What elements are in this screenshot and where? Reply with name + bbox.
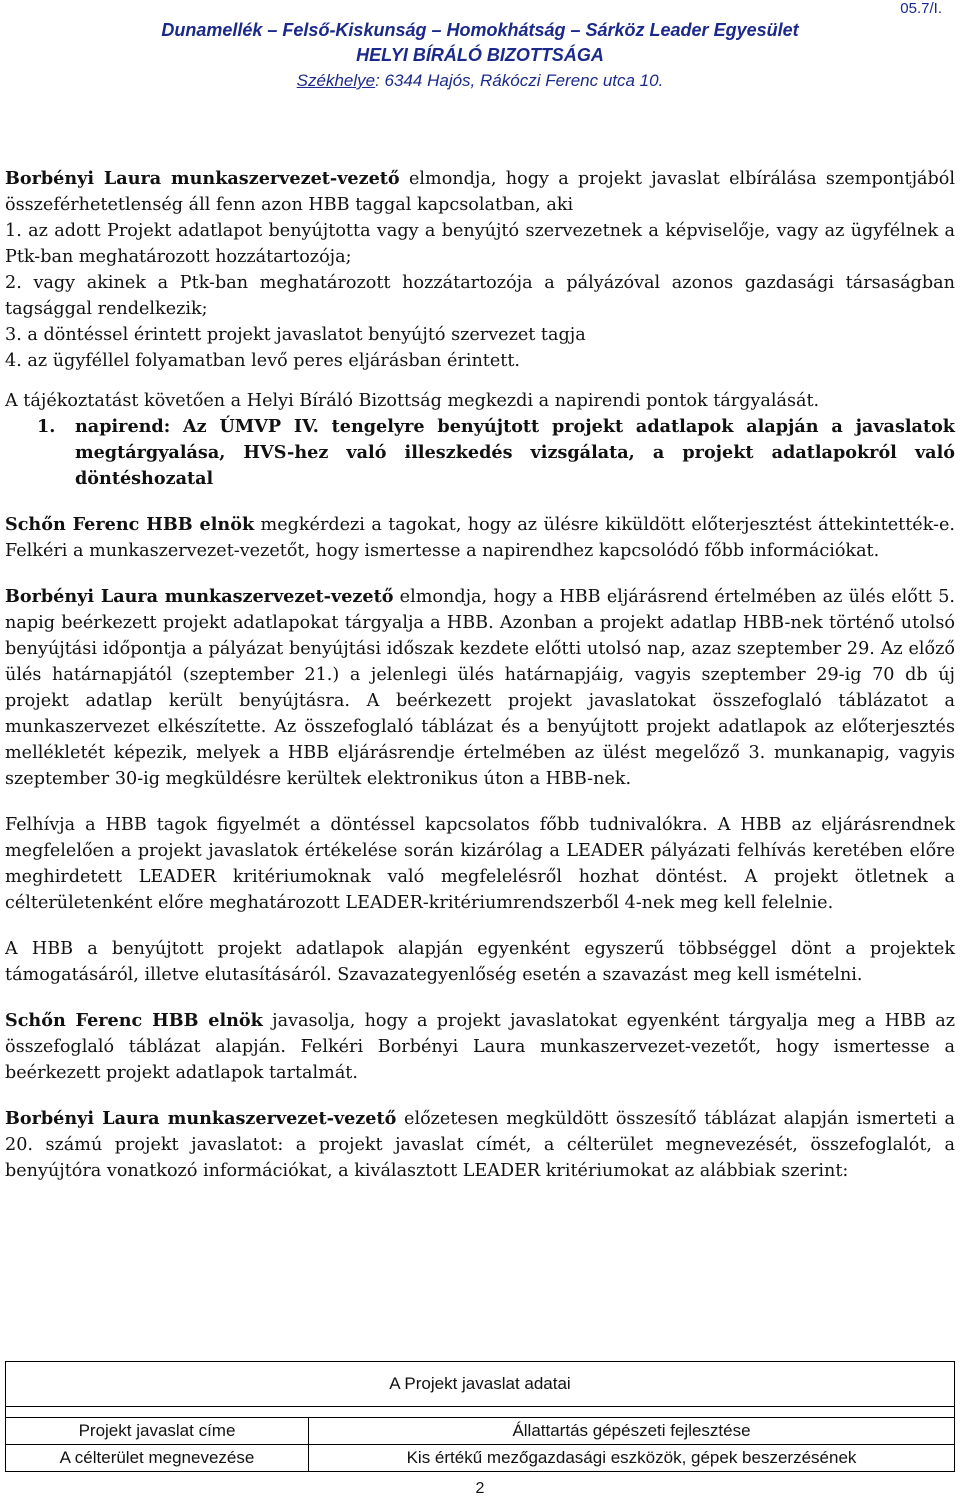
conflict-item-3: 3. a döntéssel érintett projekt javaslatot benyújtó szervezet tagja (5, 325, 586, 345)
conflict-item-4: 4. az ügyféllel folyamatban levő peres eljárásban érintett. (5, 351, 521, 371)
table-row (6, 1418, 955, 1445)
page-number: 2 (475, 1480, 485, 1497)
agenda-item-1 (5, 414, 955, 492)
speaker-name: Schőn Ferenc HBB elnök (5, 514, 255, 535)
seat-label: Székhelye (296, 71, 376, 90)
table-cell-value: Állattartás gépészeti fejlesztése (309, 1418, 955, 1445)
speaker-name: Borbényi Laura munkaszervezet-vezető (5, 586, 394, 607)
organization-name: Dunamellék – Felső-Kiskunság – Homokhátság – Sárköz Leader Egyesület (161, 20, 799, 40)
seat-line (0, 68, 960, 93)
document-number: 05.7/I. (900, 0, 942, 17)
paragraph-text: elmondja, hogy a projekt javaslat elbírálása szempontjából összeférhetetlenség áll fenn azon HBB taggal kapcsolatban, aki (5, 169, 955, 215)
after-info-paragraph: A tájékoztatást követően a Helyi Bíráló Bizottság megkezdi a napirendi pontok tárgyalását. (5, 391, 820, 411)
document-body (5, 166, 955, 1184)
speaker-name: Borbényi Laura munkaszervezet-vezető (5, 1108, 397, 1129)
table-row (6, 1445, 955, 1472)
project-data-table (5, 1361, 955, 1472)
paragraph-chair-2 (5, 1008, 955, 1086)
speaker-name: Schőn Ferenc HBB elnök (5, 1010, 263, 1031)
paragraph-text: előzetesen megküldött összesítő táblázat alapján ismerteti a 20. számú projekt javaslatot: a projekt javaslat címét, a célterület megnevezését, összefoglalót, a benyújtóra vonatkozó információkat, a kiválasztott LEADER kritériumokat az alábbiak szerint: (5, 1109, 955, 1181)
paragraph-manager-2 (5, 1106, 955, 1184)
paragraph-rules: Felhívja a HBB tagok figyelmét a döntéssel kapcsolatos főbb tudnivalókra. A HBB az eljárásrendnek megfelelően a projekt javaslatok értékelése során kizárólag a LEADER pályázati felhívás keretében előre meghirdetett LEADER kritériumoknak való megfelelésről hozhat döntést. A projekt ötletnek a célterületenként előre meghatározott LEADER-kritériumrendszerből 4-nek meg kell felelnie. (5, 815, 955, 913)
paragraph-chair-1 (5, 512, 955, 564)
paragraph-manager-1 (5, 584, 955, 792)
paragraph-text: javasolja, hogy a projekt javaslatokat egyenként tárgyalja meg a HBB az összefoglaló táblázat alapján. Felkéri Borbényi Laura munkaszervezet-vezetőt, hogy ismertesse a beérkezett projekt adatlapok tartalmát. (5, 1011, 955, 1083)
seat-address: : 6344 Hajós, Rákóczi Ferenc utca 10. (375, 71, 664, 90)
table-cell-label: A célterület megnevezése (6, 1445, 309, 1472)
agenda-number: 1. (37, 416, 56, 437)
conflict-item-1: 1. az adott Projekt adatlapot benyújtotta vagy a benyújtó szervezetnek a képviselője, vagy az ügyfélnek a Ptk-ban meghatározott hozzátartozója; (5, 221, 955, 267)
committee-name: HELYI BÍRÁLÓ BIZOTTSÁGA (356, 45, 604, 65)
conflict-item-2: 2. vagy akinek a Ptk-ban meghatározott hozzátartozója a pályázóval azonos gazdasági társaságban tagsággal rendelkezik; (5, 273, 955, 319)
paragraph-text: megkérdezi a tagokat, hogy az ülésre kiküldött előterjesztést áttekintették-e. Felkéri a munkaszervezet-vezetőt, hogy ismertesse a napirendhez kapcsolódó főbb információkat. (5, 515, 955, 561)
agenda-title: napirend: Az ÚMVP IV. tengelyre benyújtott projekt adatlapok alapján a javaslatok megtárgyalása, HVS-hez való illeszkedés vizsgálata, a projekt adatlapokról való döntéshozatal (75, 416, 955, 489)
intro-paragraph (5, 166, 955, 218)
letterhead (0, 18, 960, 93)
speaker-name: Borbényi Laura munkaszervezet-vezető (5, 168, 400, 189)
paragraph-text: elmondja, hogy a HBB eljárásrend értelmében az ülés előtt 5. napig beérkezett projekt adatlapokat tárgyalja a HBB. Azonban a projekt adatlap HBB-nek történő utolsó benyújtási időpontja a pályázat benyújtási időszak kezdete előtti utolsó nap, azaz szeptember 29. Az előző ülés határnapjától (szeptember 21.) a jelenlegi ülés határnapjáig, vagyis szeptember 29-ig 70 db új projekt adatlap került benyújtásra. A beérkezett projekt javaslatokat összefoglaló táblázatot a munkaszervezet elkészítette. Az összefoglaló táblázat és a benyújtott projekt adatlapok az előterjesztés mellékletét képezik, melyek a HBB eljárásrendje értelmében az ülést megelőző 3. munkanapig, vagyis szeptember 30-ig megküldésre kerültek elektronikus úton a HBB-nek. (5, 587, 955, 789)
table-heading: A Projekt javaslat adatai (6, 1362, 955, 1407)
table-cell-label: Projekt javaslat címe (6, 1418, 309, 1445)
table-cell-value: Kis értékű mezőgazdasági eszközök, gépek beszerzésének (309, 1445, 955, 1472)
paragraph-voting: A HBB a benyújtott projekt adatlapok alapján egyenként egyszerű többséggel dönt a projektek támogatásáról, illetve elutasításáról. Szavazategyenlőség esetén a szavazást meg kell ismételni. (5, 939, 955, 985)
